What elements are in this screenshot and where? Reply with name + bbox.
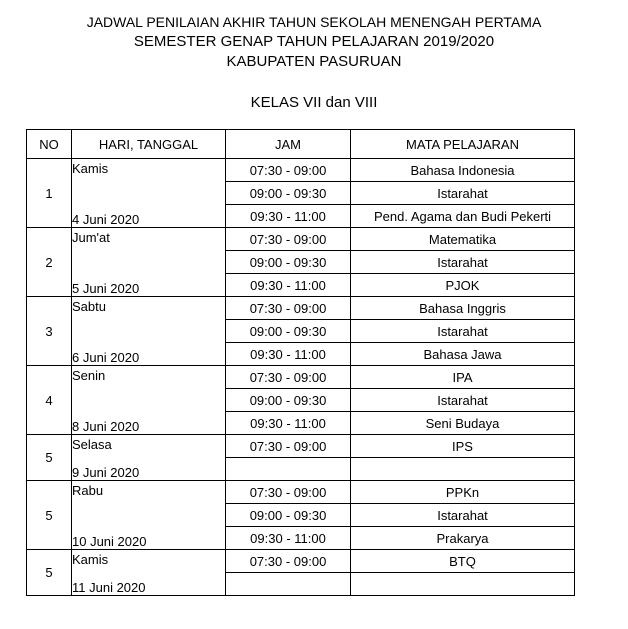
cell-mata-pelajaran: Istarahat [351,251,575,274]
cell-jam [226,573,351,596]
cell-hari-tanggal [72,550,226,596]
date-text: 9 Juni 2020 [72,465,140,480]
table-header-row [27,130,575,159]
cell-mata-pelajaran: Istarahat [351,389,575,412]
cell-mata-pelajaran: IPA [351,366,575,389]
day-name: Kamis [72,161,109,176]
cell-no: 2 [27,228,72,297]
cell-jam: 09:00 - 09:30 [226,182,351,205]
day-name: Jum'at [72,230,110,245]
table-row [27,228,575,251]
schedule-body [27,159,575,596]
cell-hari-tanggal [72,228,226,297]
cell-jam: 09:30 - 11:00 [226,205,351,228]
cell-mata-pelajaran: Istarahat [351,504,575,527]
table-row [27,435,575,458]
cell-no: 3 [27,297,72,366]
schedule-table [26,129,575,596]
cell-hari-tanggal [72,481,226,550]
cell-jam: 07:30 - 09:00 [226,228,351,251]
column-header-mata-pelajaran: MATA PELAJARAN [351,130,575,159]
cell-hari-tanggal [72,435,226,481]
day-name: Kamis [72,552,109,567]
table-row [27,366,575,389]
cell-jam: 09:00 - 09:30 [226,320,351,343]
cell-jam: 09:30 - 11:00 [226,274,351,297]
cell-jam: 09:00 - 09:30 [226,504,351,527]
day-name: Selasa [72,437,112,452]
doc-title-line2: SEMESTER GENAP TAHUN PELAJARAN 2019/2020 [133,33,495,50]
cell-jam [226,458,351,481]
cell-mata-pelajaran: Matematika [351,228,575,251]
cell-jam: 09:30 - 11:00 [226,412,351,435]
date-text: 11 Juni 2020 [72,580,146,595]
cell-mata-pelajaran: PPKn [351,481,575,504]
cell-mata-pelajaran [351,458,575,481]
cell-jam: 09:00 - 09:30 [226,251,351,274]
doc-title-line1: JADWAL PENILAIAN AKHIR TAHUN SEKOLAH MENENGAH PERTAMA [86,14,542,30]
cell-mata-pelajaran: Istarahat [351,320,575,343]
cell-hari-tanggal [72,159,226,228]
doc-title-line3: KABUPATEN PASURUAN [226,53,402,70]
date-text: 4 Juni 2020 [72,212,140,227]
cell-mata-pelajaran: IPS [351,435,575,458]
cell-jam: 07:30 - 09:00 [226,366,351,389]
date-text: 5 Juni 2020 [72,281,140,296]
column-header-hari-tanggal: HARI, TANGGAL [72,130,226,159]
cell-no: 4 [27,366,72,435]
cell-no: 5 [27,435,72,481]
cell-mata-pelajaran: Seni Budaya [351,412,575,435]
day-name: Sabtu [72,299,106,314]
cell-mata-pelajaran: Prakarya [351,527,575,550]
cell-mata-pelajaran: Bahasa Indonesia [351,159,575,182]
column-header-jam: JAM [226,130,351,159]
class-heading: KELAS VII dan VIII [250,94,378,111]
cell-jam: 07:30 - 09:00 [226,550,351,573]
table-row [27,550,575,573]
table-row [27,481,575,504]
cell-no: 5 [27,481,72,550]
date-text: 8 Juni 2020 [72,419,140,434]
cell-jam: 09:30 - 11:00 [226,343,351,366]
cell-mata-pelajaran: Istarahat [351,182,575,205]
cell-hari-tanggal [72,366,226,435]
cell-jam: 09:30 - 11:00 [226,527,351,550]
cell-mata-pelajaran: Bahasa Jawa [351,343,575,366]
column-header-no: NO [27,130,72,159]
cell-jam: 07:30 - 09:00 [226,481,351,504]
cell-mata-pelajaran [351,573,575,596]
table-row [27,159,575,182]
cell-mata-pelajaran: PJOK [351,274,575,297]
day-name: Senin [72,368,106,383]
day-name: Rabu [72,483,104,498]
table-row [27,297,575,320]
cell-hari-tanggal [72,297,226,366]
cell-mata-pelajaran: BTQ [351,550,575,573]
date-text: 10 Juni 2020 [72,534,147,549]
date-text: 6 Juni 2020 [72,350,140,365]
cell-mata-pelajaran: Bahasa Inggris [351,297,575,320]
cell-mata-pelajaran: Pend. Agama dan Budi Pekerti [351,205,575,228]
cell-no: 1 [27,159,72,228]
cell-jam: 09:00 - 09:30 [226,389,351,412]
cell-jam: 07:30 - 09:00 [226,297,351,320]
cell-jam: 07:30 - 09:00 [226,159,351,182]
cell-no: 5 [27,550,72,596]
cell-jam: 07:30 - 09:00 [226,435,351,458]
